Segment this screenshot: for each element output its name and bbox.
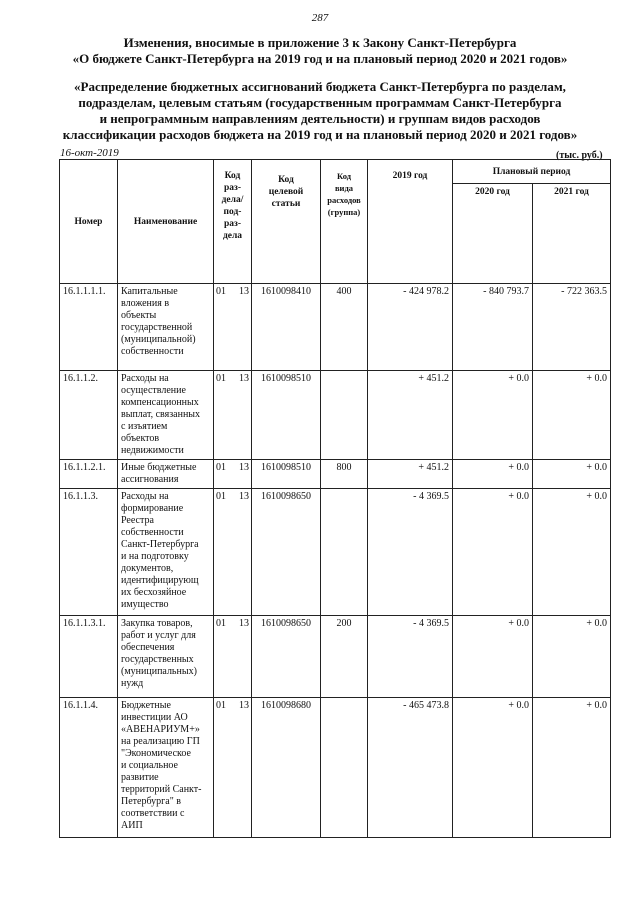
row-2020-value: + 0.0 [453,460,533,489]
row-2019-value: + 451.2 [368,371,453,460]
row-section-code [214,460,252,489]
table-row [60,489,611,616]
header-section-code: Код раз- дела/ под- раз- дела [214,160,252,284]
row-name: Закупка товаров, работ и услуг для обеспечения государственных (муниципальных) нужд [118,616,214,698]
row-2019-value: - 4 369.5 [368,489,453,616]
row-target-code: 1610098510 [252,460,321,489]
row-section-code [214,489,252,616]
header-target-code: Код целевой статьи [252,160,321,284]
row-number: 16.1.1.2.1. [60,460,118,489]
page-number: 287 [311,12,329,24]
row-target-code: 1610098410 [252,284,321,371]
row-expense-type: 800 [321,460,368,489]
row-name: Иные бюджетные ассигнования [118,460,214,489]
budget-table [59,159,611,838]
row-2019-value: - 465 473.8 [368,698,453,838]
table-row [60,284,611,371]
subtitle-line-1: «Распределение бюджетных ассигнований бюджета Санкт-Петербурга по разделам, [74,79,566,94]
table-row [60,698,611,838]
table-row [60,460,611,489]
header-name: Наименование [118,160,214,284]
row-number: 16.1.1.2. [60,371,118,460]
row-expense-type: 400 [321,284,368,371]
header-2019: 2019 год [368,160,453,284]
header-2021: 2021 год [533,184,611,284]
row-section-code-part1: 01 [216,700,226,711]
row-section-code-part2: 13 [239,700,249,711]
row-section-code-part2: 13 [239,491,249,502]
row-2020-value: + 0.0 [453,371,533,460]
row-2020-value: - 840 793.7 [453,284,533,371]
row-section-code [214,698,252,838]
row-expense-type [321,698,368,838]
row-2021-value: + 0.0 [533,698,611,838]
row-name: Капитальные вложения в объекты государственной (муниципальной) собственности [118,284,214,371]
row-section-code-part1: 01 [216,462,226,473]
title-line-1: Изменения, вносимые в приложение 3 к Закону Санкт-Петербурга [123,35,517,50]
header-number: Номер [60,160,118,284]
row-2021-value: + 0.0 [533,460,611,489]
row-section-code-part1: 01 [216,373,226,384]
row-number: 16.1.1.1.1. [60,284,118,371]
row-expense-type [321,489,368,616]
row-section-code [214,371,252,460]
units-label: (тыс. руб.) [556,150,603,161]
subtitle-line-2: подразделам, целевым статьям (государственным программам Санкт-Петербурга [78,95,562,110]
row-2020-value: + 0.0 [453,698,533,838]
row-section-code-part1: 01 [216,286,226,297]
table-row [60,616,611,698]
row-2019-value: - 4 369.5 [368,616,453,698]
row-target-code: 1610098650 [252,489,321,616]
row-number: 16.1.1.4. [60,698,118,838]
row-section-code-part2: 13 [239,462,249,473]
row-2019-value: - 424 978.2 [368,284,453,371]
row-section-code-part2: 13 [239,286,249,297]
row-section-code-part2: 13 [239,373,249,384]
row-section-code [214,616,252,698]
row-section-code [214,284,252,371]
row-name: Расходы на формирование Реестра собственности Санкт-Петербурга и на подготовку документов, идентифицирующ их бесхозяйное имущество [118,489,214,616]
row-2021-value: + 0.0 [533,489,611,616]
header-expense-type: Код вида расходов (группа) [321,160,368,284]
subtitle-line-4: классификации расходов бюджета на 2019 год и на плановый период 2020 и 2021 годов» [62,127,578,142]
subtitle-line-3: и непрограммным направлениям деятельности) и группам видов расходов [99,111,541,126]
row-2020-value: + 0.0 [453,616,533,698]
row-section-code-part1: 01 [216,618,226,629]
row-2020-value: + 0.0 [453,489,533,616]
row-section-code-part1: 01 [216,491,226,502]
document-date: 16-окт-2019 [60,147,119,159]
table-row [60,371,611,460]
row-number: 16.1.1.3.1. [60,616,118,698]
row-target-code: 1610098680 [252,698,321,838]
row-number: 16.1.1.3. [60,489,118,616]
row-target-code: 1610098650 [252,616,321,698]
row-2021-value: + 0.0 [533,371,611,460]
title-line-2: «О бюджете Санкт-Петербурга на 2019 год и на плановый период 2020 и 2021 годов» [72,51,568,66]
header-2020: 2020 год [453,184,533,284]
row-expense-type [321,371,368,460]
row-section-code-part2: 13 [239,618,249,629]
row-expense-type: 200 [321,616,368,698]
header-planned-period: Плановый период [453,160,611,184]
row-target-code: 1610098510 [252,371,321,460]
row-2021-value: + 0.0 [533,616,611,698]
row-name: Бюджетные инвестиции АО «АВЕНАРИУМ+» на реализацию ГП "Экономическое и социальное развитие территорий Санкт- Петербурга" в соответствии с АИП [118,698,214,838]
row-name: Расходы на осуществление компенсационных выплат, связанных с изъятием объектов недвижимости [118,371,214,460]
row-2021-value: - 722 363.5 [533,284,611,371]
row-2019-value: + 451.2 [368,460,453,489]
